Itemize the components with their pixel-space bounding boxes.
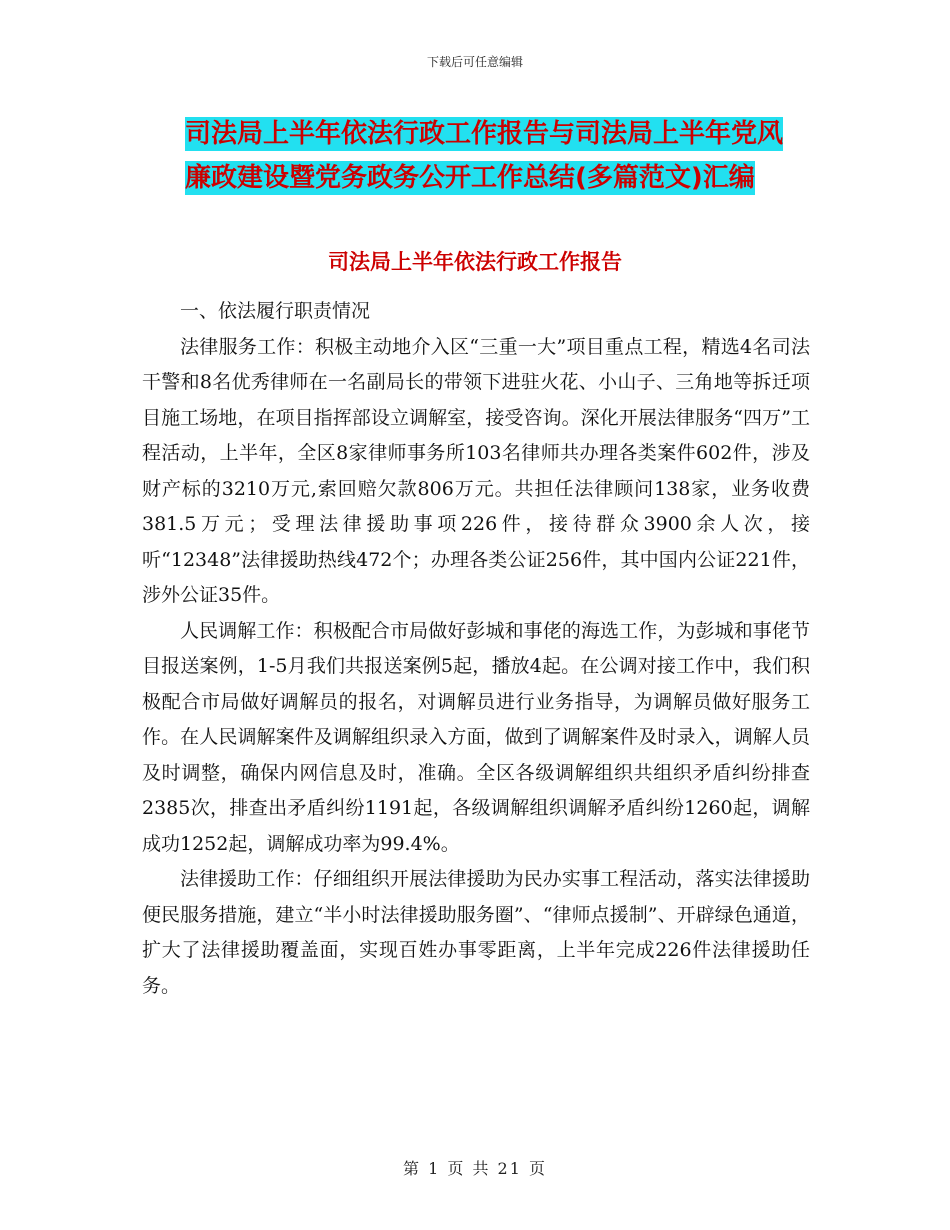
- section-heading: 一、依法履行职责情况: [180, 300, 371, 322]
- document-body: [142, 294, 810, 1004]
- main-title-line-2-text: 廉政建设暨党务政务公开工作总结(多篇范文)汇编: [185, 163, 755, 193]
- paragraph-legal-aid: 法律援助工作：仔细组织开展法律援助为民办实事工程活动，落实法律援助便民服务措施，建立“半小时法律援助服务圈”、“律师点援制”、开辟绿色通道，扩大了法律援助覆盖面，实现百姓办事零距离，上半年完成226件法律援助任务。: [142, 868, 810, 997]
- paragraph-mediation: 人民调解工作：积极配合市局做好彭城和事佬的海选工作，为彭城和事佬节目报送案例，1-5月我们共报送案例5起，播放4起。在公调对接工作中，我们积极配合市局做好调解员的报名，对调解员进行业务指导，为调解员做好服务工作。在人民调解案件及调解组织录入方面，做到了调解案件及时录入，调解人员及时调整，确保内网信息及时，准确。全区各级调解组织共组织矛盾纠纷排查2385次，排查出矛盾纠纷1191起，各级调解组织调解矛盾纠纷1260起，调解成功1252起，调解成功率为99.4%。: [142, 619, 810, 855]
- paragraph-legal-services: 法律服务工作：积极主动地介入区“三重一大”项目重点工程，精选4名司法干警和8名优秀律师在一名副局长的带领下进驻火花、小山子、三角地等拆迁项目施工场地，在项目指挥部设立调解室，接受咨询。深化开展法律服务“四万”工程活动，上半年，全区8家律师事务所103名律师共办理各类案件602件，涉及财产标的3210万元,索回赔欠款806万元。共担任法律顾问138家，业务收费381.5万元；受理法律援助事项226件，接待群众3900余人次，接听“12348”法律援助热线472个；办理各类公证256件，其中国内公证221件，涉外公证35件。: [142, 335, 810, 606]
- section-title: 司法局上半年依法行政工作报告: [328, 250, 622, 274]
- document-main-title: [185, 112, 825, 200]
- main-title-line-2: [185, 156, 825, 200]
- main-title-line-1-text: 司法局上半年依法行政工作报告与司法局上半年党风: [185, 119, 784, 149]
- main-title-line-1: [185, 112, 825, 156]
- page-header-note: 下载后可任意编辑: [426, 55, 523, 69]
- page-footer-page-number: 第 1 页 共 21 页: [403, 1159, 547, 1178]
